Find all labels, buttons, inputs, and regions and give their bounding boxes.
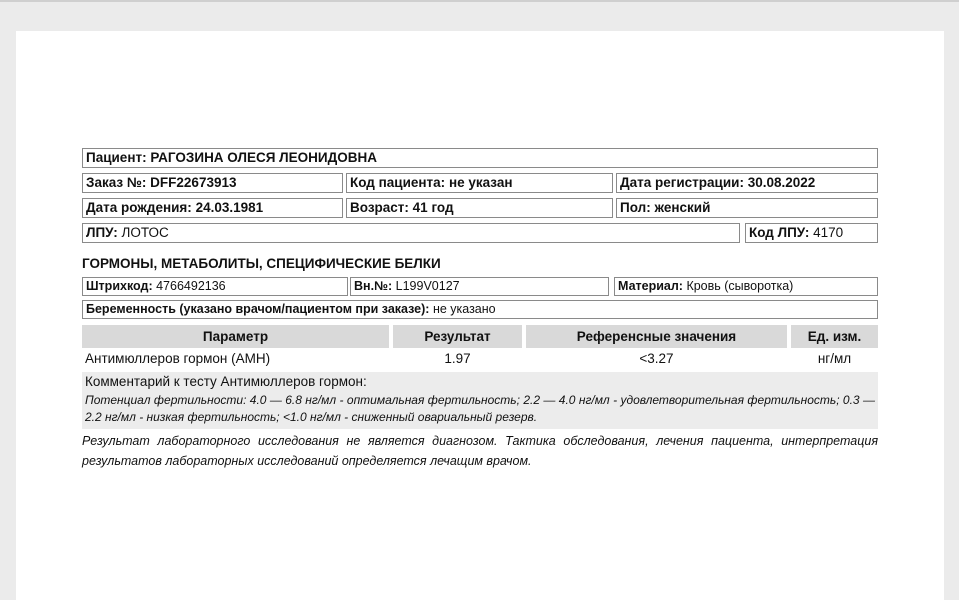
lpu-value: ЛОТОС [121,225,169,240]
section-title: ГОРМОНЫ, МЕТАБОЛИТЫ, СПЕЦИФИЧЕСКИЕ БЕЛКИ [82,256,441,271]
barcode-value: 4766492136 [156,279,226,293]
lpu-code-value: 4170 [813,225,844,240]
registration-date-label: Дата регистрации: [620,175,744,190]
lpu-code-label: Код ЛПУ: [749,225,810,240]
pregnancy-label: Беременность (указано врачом/пациентом при заказе): [86,302,430,316]
barcode-label: Штрихкод: [86,279,153,293]
order-number-field [82,173,343,193]
order-number-value: DFF22673913 [150,175,237,190]
age-field [346,198,613,218]
patient-code-label: Код пациента: [350,175,446,190]
registration-date-value: 30.08.2022 [747,175,816,190]
patient-code-value: не указан [448,175,513,190]
internal-number-value: L199V0127 [395,279,460,293]
patient-name-label: Пациент: [86,150,147,165]
registration-date-field [616,173,878,193]
pregnancy-value: не указано [432,302,496,316]
col-header-parameter: Параметр [82,325,389,348]
col-header-reference: Референсные значения [526,325,787,348]
lpu-field [82,223,740,243]
material-value: Кровь (сыворотка) [686,279,794,293]
sex-value: женский [654,200,711,215]
cell-unit: нг/мл [817,351,852,366]
col-header-unit: Ед. изм. [791,325,878,348]
patient-code-field [346,173,613,193]
document-page [16,31,944,600]
patient-name-value: РАГОЗИНА ОЛЕСЯ ЛЕОНИДОВНА [150,150,377,165]
sex-field [616,198,878,218]
internal-number-field [350,277,609,296]
barcode-field [82,277,348,296]
birth-date-value: 24.03.1981 [195,200,264,215]
age-label: Возраст: [350,200,409,215]
comment-title: Комментарий к тесту Антимюллеров гормон: [85,374,367,389]
birth-date-field [82,198,343,218]
lpu-label: ЛПУ: [86,225,118,240]
sex-label: Пол: [620,200,651,215]
patient-name-field [82,148,878,168]
material-field [614,277,878,296]
age-value: 41 год [412,200,454,215]
col-header-result: Результат [393,325,522,348]
cell-parameter: Антимюллеров гормон (АМН) [85,351,271,366]
cell-result: 1.97 [444,351,471,366]
disclaimer-note: Результат лабораторного исследования не является диагнозом. Тактика обследования, лечения пациента, интерпретация результатов лабораторных исследований определяется лечащим врачом. [82,434,878,468]
comment-block [82,372,878,429]
comment-body: Потенциал фертильности: 4.0 — 6.8 нг/мл - оптимальная фертильность; 2.2 — 4.0 нг/мл - удовлетворительная фертильность; 0.3 — 2.2 нг/мл - низкая фертильность; <1.0 нг/мл - сниженный овариальный резерв. [85,393,875,424]
material-label: Материал: [618,279,683,293]
birth-date-label: Дата рождения: [86,200,192,215]
viewer-top-border [0,0,959,2]
internal-number-label: Вн.№: [354,279,393,293]
pregnancy-field [82,300,878,319]
lpu-code-field [745,223,878,243]
order-number-label: Заказ №: [86,175,147,190]
cell-reference: <3.27 [639,351,674,366]
